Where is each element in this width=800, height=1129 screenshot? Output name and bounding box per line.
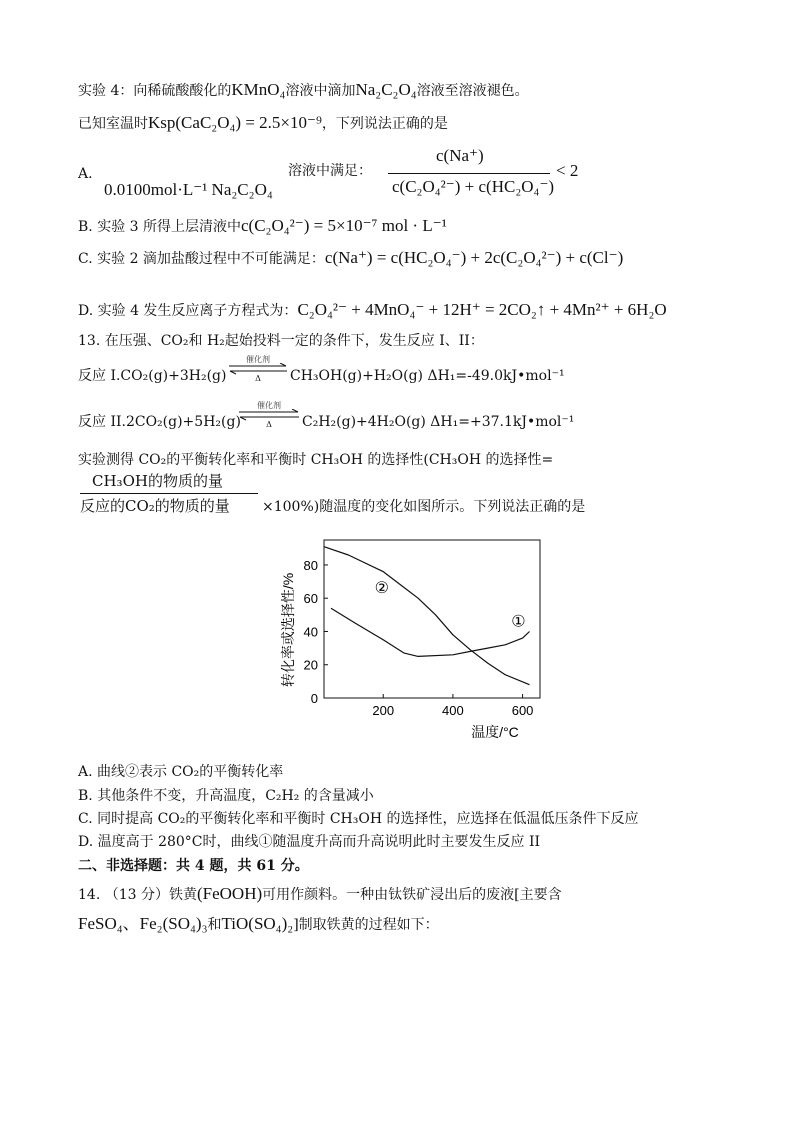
reaction-1-right: CH₃OH(g)+H₂O(g) ΔH₁=-49.0kJ•mol⁻¹ (290, 368, 565, 384)
option-b-text: B. 实验 3 所得上层清液中 (78, 219, 241, 235)
selectivity-text: 实验测得 CO₂的平衡转化率和平衡时 CH₃OH 的选择性(CH₃OH 的选择性= (78, 452, 554, 468)
section-2-heading: 二、非选择题：共 4 题，共 61 分。 (78, 858, 309, 874)
q14-prefix: 14. （13 分）铁黄 (78, 887, 197, 903)
q13-stem: 13. 在压强、CO₂和 H₂起始投料一定的条件下，发生反应 I、II： (78, 333, 484, 349)
option-c-text: C. 实验 2 滴加盐酸过程中不可能满足： (78, 251, 325, 267)
ksp-expression: Ksp(CaC₂O₄) = 2.5×10⁻⁹ (148, 113, 322, 132)
option-b-expression: c(C₂O₄²⁻) = 5×10⁻⁷ mol · L⁻¹ (241, 216, 447, 235)
option-c-expression: c(Na⁺) = c(HC₂O₄⁻) + 2c(C₂O₄²⁻) + c(Cl⁻) (324, 248, 624, 267)
option-d-expression: C₂O₄²⁻ + 4MnO₄⁻ + 12H⁺ = 2CO₂↑ + 4Mn²⁺ + 6H₂O (297, 300, 667, 319)
chart-plot-frame (324, 540, 540, 698)
q13-option-c: C. 同时提高 CO₂的平衡转化率和平衡时 CH₃OH 的选择性，应选择在低温低压条件下反应 (78, 811, 639, 827)
chart-y-tick-label: 0 (310, 691, 318, 706)
q14-line-1 (78, 884, 562, 904)
reaction-2-left: 反应 II.2CO₂(g)+5H₂(g) (78, 414, 241, 430)
option-a-denominator: c(C₂O₄²⁻) + c(HC₂O₄⁻) (392, 177, 555, 196)
chart-series-label-1: ① (511, 613, 526, 631)
exp4-suffix: 溶液至溶液褪色。 (416, 83, 529, 99)
selectivity-denominator: 反应的CO₂的物质的量 (80, 497, 230, 515)
q14-and: 和 (207, 917, 222, 933)
option-a-text: 溶液中满足： (288, 163, 372, 179)
reaction-2-right: C₂H₂(g)+4H₂O(g) ΔH₁=+37.1kJ•mol⁻¹ (302, 414, 575, 430)
ksp-prefix: 已知室温时 (78, 116, 148, 132)
chart-y-tick-label: 40 (303, 624, 318, 640)
q13-option-a: A. 曲线②表示 CO₂的平衡转化率 (78, 764, 284, 780)
chart-series-label-2: ② (374, 580, 390, 598)
ksp-suffix: ，下列说法正确的是 (321, 116, 448, 132)
chart-y-tick-label: 20 (303, 657, 318, 673)
reaction-1-catalyst: 催化剂 (246, 355, 270, 364)
na2c2o4-formula: Na₂C₂O₄ (355, 80, 417, 99)
q14-suffix: 可用作颜料。一种由钛铁矿浸出后的废液[主要含 (262, 887, 562, 903)
q14-iron-sulfates: FeSO₄、Fe₂(SO₄)₃ (78, 914, 208, 933)
feooh-formula: (FeOOH) (196, 884, 263, 903)
exp4-line (78, 80, 529, 100)
option-a-numerator: c(Na⁺) (436, 146, 484, 165)
option-d (78, 300, 667, 320)
q14-line-2 (78, 914, 439, 934)
chart-y-tick-label: 80 (303, 557, 318, 573)
option-a-rhs: < 2 (556, 161, 579, 180)
chart-y-tick-label: 60 (303, 591, 318, 607)
option-c (78, 248, 623, 268)
chart-x-axis-label: 温度/°C (471, 724, 519, 740)
conversion-selectivity-chart (260, 530, 550, 745)
selectivity-numerator: CH₃OH的物质的量 (92, 472, 223, 490)
q13-option-d: D. 温度高于 280°C时，曲线①随温度升高而升高说明此时主要发生反应 II (78, 834, 541, 850)
chart-x-tick-label: 600 (511, 703, 534, 718)
q14-tio-sulfate: TiO(SO₄)₂ (221, 914, 294, 933)
reaction-1-left: 反应 I.CO₂(g)+3H₂(g) (78, 368, 227, 384)
option-a-fraction-bar (388, 173, 550, 174)
option-a-label: A. (78, 166, 93, 182)
reaction-2-catalyst: 催化剂 (257, 401, 281, 410)
selectivity-tail: ×100%)随温度的变化如图所示。下列说法正确的是 (262, 499, 586, 515)
ksp-line (78, 113, 448, 133)
chart-series-line-1 (331, 608, 530, 656)
q13-option-b: B. 其他条件不变，升高温度，C₂H₂ 的含量减小 (78, 788, 374, 804)
exp4-prefix: 实验 4：向稀硫酸酸化的 (78, 83, 232, 99)
reaction-1-heat: Δ (255, 374, 261, 383)
option-b (78, 216, 447, 236)
selectivity-fraction-bar (80, 493, 258, 494)
chart-y-axis-label: 转化率或选择性/% (280, 572, 296, 688)
option-d-text: D. 实验 4 发生反应离子方程式为： (78, 303, 298, 319)
option-a-conc: 0.0100mol·L⁻¹ Na₂C₂O₄ (104, 180, 273, 199)
q14-tail: ]制取铁黄的过程如下： (293, 917, 439, 933)
chart-series-line-2 (324, 547, 530, 685)
chart-x-tick-label: 200 (372, 703, 395, 718)
exp4-mid: 溶液中滴加 (285, 83, 356, 99)
chart-x-tick-label: 400 (442, 703, 464, 718)
kmno4-formula: KMnO₄ (231, 80, 286, 99)
reaction-2-heat: Δ (266, 420, 272, 429)
